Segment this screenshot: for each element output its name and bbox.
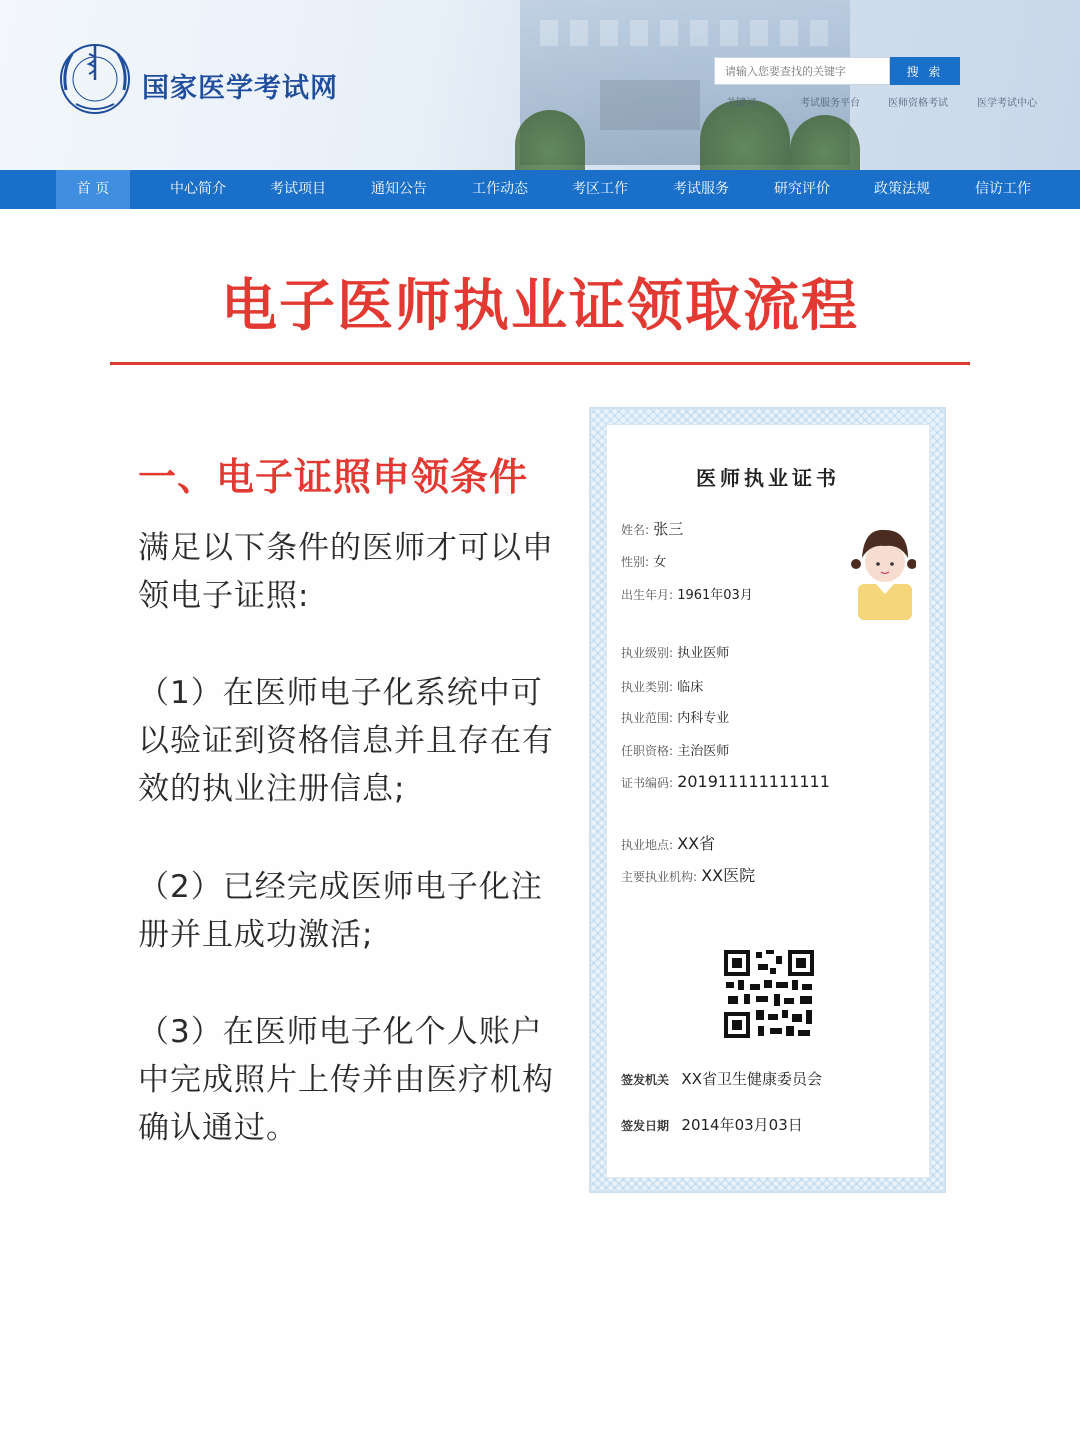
nav-item-notices[interactable]: 通知公告: [371, 181, 427, 197]
cert-field-scope: 执业范围: 内科专业: [621, 711, 730, 726]
nav-item-news[interactable]: 工作动态: [472, 181, 528, 197]
nav-item-about[interactable]: 中心简介: [170, 181, 226, 197]
header-tree: [700, 100, 790, 170]
nav-item-exams[interactable]: 考试项目: [270, 181, 326, 197]
condition-item: （3）在医师电子化个人账户中完成照片上传并由医疗机构确认通过。: [138, 1014, 554, 1146]
nav-item-research[interactable]: 研究评价: [774, 181, 830, 197]
logo-emblem-icon[interactable]: [56, 40, 134, 118]
cert-field-birth: 出生年月: 1961年03月: [621, 588, 753, 603]
keywords-label: 关键词:: [726, 98, 760, 109]
cert-field-issue-date: 签发日期 2014年03月03日: [621, 1116, 803, 1134]
keyword-link[interactable]: 考试服务平台: [800, 98, 860, 109]
nav-item-policy[interactable]: 政策法规: [874, 181, 930, 197]
title-divider: [110, 362, 970, 365]
cert-field-gender: 性别: 女: [621, 555, 667, 570]
cert-field-issuer: 签发机关 XX省卫生健康委员会: [621, 1070, 822, 1088]
site-header: [0, 0, 1080, 170]
section-title: 一、电子证照申领条件: [138, 455, 529, 499]
nav-item-petition[interactable]: 信访工作: [975, 181, 1031, 197]
avatar-icon: [850, 522, 916, 622]
site-title[interactable]: 国家医学考试网: [142, 73, 338, 104]
condition-item: （2）已经完成医师电子化注册并且成功激活;: [138, 869, 543, 953]
search-input[interactable]: [714, 57, 890, 85]
nav-item-regions[interactable]: 考区工作: [572, 181, 628, 197]
cert-field-code: 证书编码: 201911111111111: [621, 772, 830, 791]
main-nav: [0, 170, 1080, 209]
certificate-title: 医师执业证书: [696, 466, 840, 490]
condition-item: （1）在医师电子化系统中可以验证到资格信息并且存在有效的执业注册信息;: [138, 675, 554, 807]
keyword-link[interactable]: 医师资格考试: [888, 98, 948, 109]
nav-item-home[interactable]: 首 页: [56, 170, 130, 209]
nav-item-services[interactable]: 考试服务: [673, 181, 729, 197]
cert-field-location: 执业地点: XX省: [621, 834, 716, 853]
cert-field-institution: 主要执业机构: XX医院: [621, 866, 756, 885]
search-button[interactable]: 搜 索: [890, 57, 960, 85]
cert-field-name: 姓名: 张三: [621, 520, 684, 538]
cert-field-level: 执业级别: 执业医师: [621, 646, 730, 661]
qr-code-icon: [724, 950, 814, 1038]
intro-text: 满足以下条件的医师才可以申领电子证照:: [138, 530, 554, 614]
cert-field-category: 执业类别: 临床: [621, 680, 704, 695]
keyword-link[interactable]: 医学考试中心: [977, 98, 1037, 109]
page-title: 电子医师执业证领取流程: [221, 274, 859, 339]
cert-field-position: 任职资格: 主治医师: [621, 744, 730, 759]
